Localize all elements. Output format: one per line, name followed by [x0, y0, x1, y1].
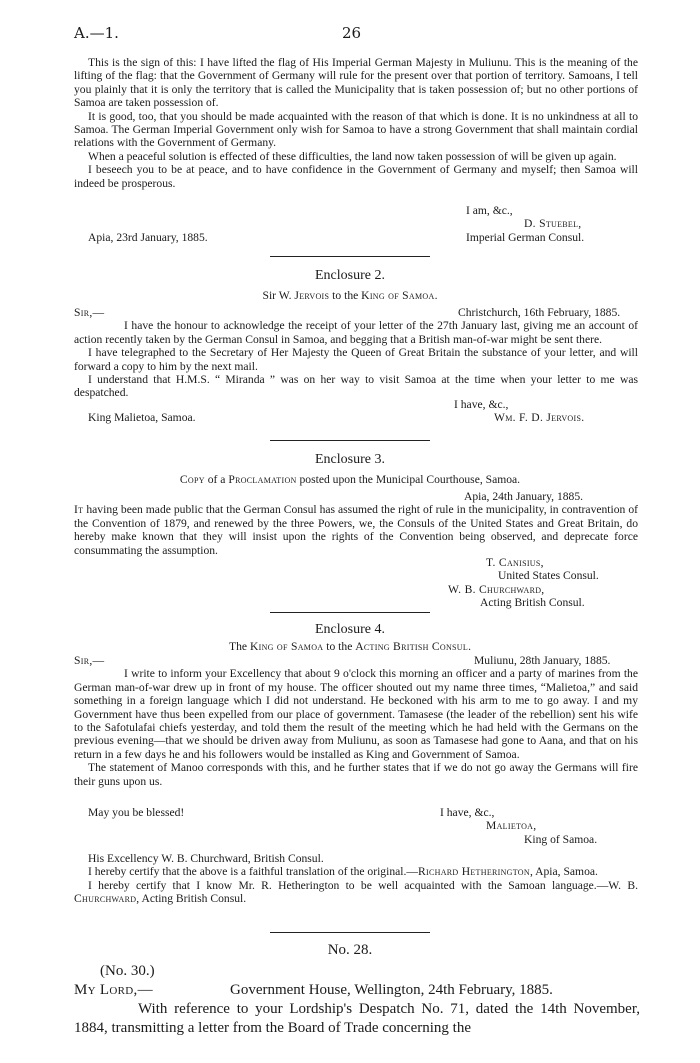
subtitle-text: posted upon the Municipal Courthouse, Samoa.	[296, 473, 521, 486]
paragraph: I have the honour to acknowledge the receipt of your letter of the 27th January last, giving me an account of action recently taken by the German Consul in Samoa, and begging that a British man-of-war might be sent there.	[74, 319, 638, 346]
top-letter-signoff	[74, 204, 638, 244]
certifier-name: Churchward	[74, 892, 137, 906]
paragraph: With reference to your Lordship's Despatch No. 71, dated the 14th November, 1884, transmitting a letter from the Board of Trade concerning the	[74, 1001, 640, 1036]
proclamation-body: having been made public that the German Consul has assumed the right of rule in the municipality, in contravention of the Convention of 1879, and renewed by the three Powers, we, the Consuls of the United States and Great Britain, do hereby make known that they will insist upon the rights of the Convention being observed, and deprecate force consummating the assumption.	[74, 503, 638, 557]
subtitle-text: to the	[329, 289, 362, 302]
enclosure-2-subtitle	[0, 289, 700, 302]
signer-title: Acting British Consul.	[480, 596, 585, 610]
signature: T. Canisius,	[486, 556, 544, 569]
paragraph: I have telegraphed to the Secretary of Her Majesty the Queen of Great Britain the substance of your letter, and will forward a copy to him by the next mail.	[74, 346, 638, 373]
enclosure-4-certifications	[74, 852, 638, 906]
closing: I have, &c.,	[440, 806, 495, 819]
subtitle-text: Sir W.	[262, 289, 295, 302]
subtitle-text: .	[468, 640, 471, 653]
signature: W. B. Churchward,	[448, 582, 545, 596]
subtitle-consul: Acting British Consul	[355, 640, 469, 653]
signer-title: Imperial German Consul.	[466, 230, 585, 244]
place-date: Christchurch, 16th February, 1885.	[458, 306, 621, 319]
subtitle-text: of a	[204, 473, 229, 486]
signature: D. Stuebel,	[524, 217, 582, 231]
document-reference: A.—1.	[74, 24, 119, 42]
paragraph: It is good, too, that you should be made acquainted with the reason of that which is done. It is no unkindness at all to Samoa. The German Imperial Government only wish for Samoa to have a strong Government that shall maintain cordial relations with the Government of Germany.	[74, 109, 638, 150]
enclosure-4-signoff	[74, 806, 638, 848]
enclosure-3-subtitle	[0, 473, 700, 486]
signer-title: United States Consul.	[498, 569, 599, 583]
certification-text: , Acting British Consul.	[136, 892, 247, 906]
section-rule	[270, 612, 430, 613]
top-letter	[74, 56, 638, 190]
certification-text: I hereby certify that the above is a faithful translation of the original.—	[88, 865, 418, 879]
paragraph: When a peaceful solution is effected of these difficulties, the land now taken possession of will be given up again.	[88, 149, 617, 163]
certification	[74, 879, 638, 906]
signature: Wm. F. D. Jervois.	[494, 411, 585, 425]
no-28-heading: No. 28.	[327, 942, 373, 958]
enclosure-2-heading: Enclosure 2.	[315, 268, 385, 283]
salutation: Sir,—	[74, 306, 105, 319]
enclosure-2-signoff	[74, 398, 638, 426]
subtitle-text: The	[229, 640, 250, 653]
enclosure-4-subtitle	[0, 640, 700, 653]
paragraph: I understand that H.M.S. “ Miranda ” was on her way to visit Samoa at the time when your letter to me was despatched.	[74, 373, 638, 400]
subtitle-name: Jervois	[294, 289, 330, 302]
subtitle-text: to the	[323, 640, 356, 653]
signer-title: King of Samoa.	[524, 832, 598, 846]
salutation: My Lord,—	[74, 982, 153, 998]
certification	[74, 865, 638, 878]
despatch-reference: (No. 30.)	[100, 963, 155, 979]
signature: Malietoa,	[486, 819, 537, 833]
subtitle-copy: Copy	[179, 473, 205, 486]
paragraph: The statement of Manoo corresponds with this, and he further states that if we do not go away the Germans will fire their guns upon us.	[74, 761, 638, 788]
blessing: May you be blessed!	[88, 806, 185, 819]
paragraph: I write to inform your Excellency that about 9 o'clock this morning an officer and a party of marines from the German man-of-war drew up in front of my house. The officer shouted out my name three times, “Malietoa,” and said something in a foreign language which I did not understand. He beckoned with his arm to me to go away. I and my Government have thus been expelled from our place of government. Tamasese (the leader of the rebellion) sent his wife to the Safotulafai chiefs yesterday, and told them the result of the meeting which he had held with the Germans on the previous evening—that we should be driven away from Muliunu, as soon as Tamasese had gone to Aana, and that on his return in a few days he and his followers would be installed as King and Government of Samoa.	[74, 667, 638, 761]
enclosure-4-body	[74, 654, 638, 788]
paragraph: This is the sign of this: I have lifted the flag of His Imperial German Majesty in Muliunu. This is the meaning of the lifting of the flag: that the Government of Germany will rule for the present over that portion of territory. Samoans, I tell you plainly that it is only the territory that is called the Municipality that is taken possession of; but no other portions of Samoa are taken possession of.	[74, 56, 638, 110]
subtitle-proclamation: Proclamation	[228, 473, 297, 486]
page-number: 26	[342, 24, 362, 42]
paragraph: I beseech you to be at peace, and to have confidence in the Government of Germany and myself; then Samoa will indeed be prosperous.	[74, 163, 638, 190]
addressee: King Malietoa, Samoa.	[88, 411, 196, 425]
closing: I am, &c.,	[466, 204, 513, 217]
place-date: Apia, 23rd January, 1885.	[88, 230, 208, 244]
section-rule	[270, 440, 430, 441]
addressee: His Excellency W. B. Churchward, British Consul.	[88, 852, 324, 865]
place-date: Muliunu, 28th January, 1885.	[474, 654, 611, 667]
salutation: Sir,—	[74, 654, 105, 667]
enclosure-4-heading: Enclosure 4.	[315, 622, 385, 637]
place-date: Apia, 24th January, 1885.	[464, 490, 584, 503]
enclosure-3-heading: Enclosure 3.	[315, 452, 385, 467]
no-28-body	[74, 962, 640, 1038]
certifier-name: Richard Hetherington	[418, 865, 530, 879]
certification-text: , Apia, Samoa.	[529, 865, 598, 879]
subtitle-king: King of Samoa	[249, 640, 324, 653]
enclosure-3-signatures	[74, 556, 638, 612]
proclamation-first-word: It	[74, 503, 84, 517]
section-rule	[270, 932, 430, 933]
certification-text: I hereby certify that I know Mr. R. Hetherington to be well acquainted with the Samoan language.—W. B.	[88, 878, 638, 892]
subtitle-text: .	[434, 289, 438, 302]
enclosure-2-body	[74, 306, 638, 400]
section-rule	[270, 256, 430, 257]
enclosure-3-body	[74, 490, 638, 557]
place-date: Government House, Wellington, 24th February, 1885.	[230, 982, 553, 998]
subtitle-king: King of Samoa	[361, 289, 435, 302]
closing: I have, &c.,	[454, 398, 509, 411]
proclamation-text	[74, 503, 638, 557]
